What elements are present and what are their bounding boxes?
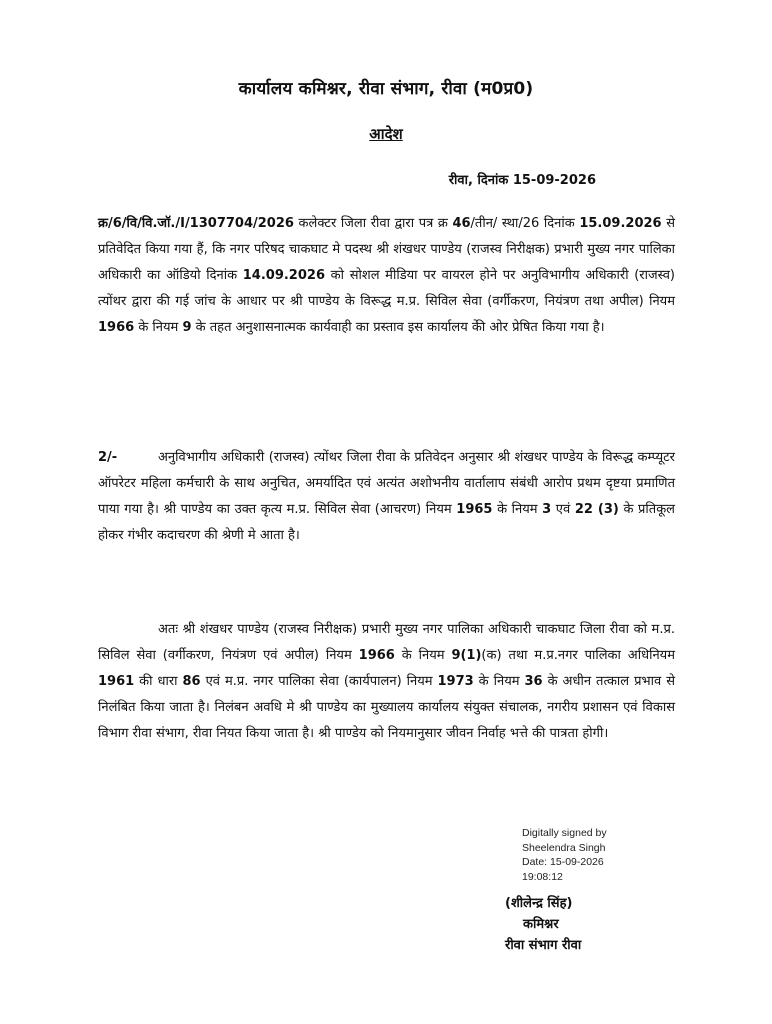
- paragraph-1-text: कलेक्टर जिला रीवा द्वारा पत्र क्र: [293, 216, 453, 231]
- signatory-block: [505, 893, 581, 956]
- paragraph-3-bold: 1973: [437, 674, 474, 689]
- digital-signature-name: Sheelendra Singh: [522, 841, 606, 854]
- paragraph-1-text: /तीन/ स्था/26 दिनांक: [470, 216, 580, 231]
- paragraph-2-bold: 3: [542, 502, 552, 517]
- paragraph-2: [98, 445, 675, 549]
- office-title: कार्यालय कमिश्नर, रीवा संभाग, रीवा (म0प्र0): [238, 79, 534, 99]
- paragraph-3-text: के अधीन तत्काल प्रभाव से निलंबित किया जाता है। निलंबन अवधि मे श्री पाण्डेय का मुख्यालय कार्यालय संयुक्त संचालक, नगरीय प्रशासन एवं विकास विभाग रीवा संभाग, रीवा नियत किया जाता है। श्री पाण्डेय को नियमानुसार जीवन निर्वाह भत्ते की पात्रता होगी।: [98, 674, 675, 741]
- digital-signature-line: Digitally signed by: [522, 827, 607, 839]
- paragraph-3-text: के नियम: [394, 648, 452, 663]
- signatory-name: (शीलेन्द्र सिंह): [505, 896, 573, 911]
- digital-signature-block: [522, 826, 607, 884]
- paragraph-2-text: एवं: [551, 502, 575, 517]
- signatory-division: रीवा संभाग रीवा: [505, 938, 582, 953]
- paragraph-1-text: के तहत अनुशासनात्मक कार्यवाही का प्रस्ताव इस कार्यालय केी ओर प्रेषित किया गया है।: [191, 320, 605, 335]
- signatory-designation: कमिश्नर: [523, 917, 559, 932]
- paragraph-1-text: से प्रतिवेदित किया गया हैं, कि नगर परिषद चाकघाट मे पदस्थ श्री शंखधर पाण्डेय (राजस्व निरीक्षक) प्रभारी मुख्य नगर पालिका अधिकारी का ऑडियो दिनांक: [98, 216, 675, 283]
- paragraph-2-text: अनुविभागीय अधिकारी (राजस्व) त्योंथर जिला रीवा के प्रतिवेदन अनुसार श्री शंखधर पाण्डेय के विरूद्ध कम्प्यूटर ऑपरेटर महिला कर्मचारी के साथ अनुचित, अमर्यादित एवं अत्यंत अशोभनीय वार्तालाप संबंधी आरोप प्रथम दृष्टया प्रमाणित पाया गया है। श्री पाण्डेय का उक्त कृत्य म.प्र. सिविल सेवा (आचरण) नियम: [98, 450, 675, 517]
- paragraph-3-bold: 1966: [358, 648, 395, 663]
- place-date: रीवा, दिनांक 15-09-2026: [448, 173, 596, 188]
- paragraph-3-text: के नियम: [473, 674, 525, 689]
- paragraph-1-bold: 14.09.2026: [242, 268, 325, 283]
- paragraph-1-bold: 46: [452, 216, 471, 231]
- paragraph-2-text: के प्रतिकूल होकर गंभीर कदाचरण की श्रेणी मे आता है।: [98, 502, 675, 543]
- paragraph-2-bold: 22 (3): [574, 502, 619, 517]
- paragraph-2-bold: 1965: [456, 502, 493, 517]
- paragraph-3-bold: 1961: [98, 674, 135, 689]
- paragraph-number: 2/-: [98, 450, 118, 465]
- order-heading: आदेश: [369, 125, 403, 143]
- paragraph-1: [98, 211, 675, 341]
- paragraph-3-bold: 86: [182, 674, 201, 689]
- digital-signature-time: 19:08:12: [522, 870, 563, 883]
- paragraph-3-text: एवं म.प्र. नगर पालिका सेवा (कार्यपालन) नियम: [200, 674, 438, 689]
- digital-signature-date: Date: 15-09-2026: [522, 856, 604, 868]
- paragraph-1-bold: 9: [182, 320, 192, 335]
- paragraph-1-text: को सोशल मीडिया पर वायरल होने पर अनुविभागीय अधिकारी (राजस्व) त्योंथर द्वारा की गई जांच के आधार पर श्री पाण्डेय के विरूद्ध म.प्र. सिविल सेवा (वर्गीकरण, नियंत्रण तथा अपील) नियम: [98, 268, 675, 309]
- reference-number: क्र/6/वि/वि.जॉ./I/1307704/2026: [98, 216, 294, 231]
- paragraph-3-bold: 9(1): [451, 648, 482, 663]
- paragraph-2-text: के नियम: [492, 502, 543, 517]
- paragraph-1-bold: 1966: [98, 320, 135, 335]
- paragraph-3-text: अतः श्री शंखधर पाण्डेय (राजस्व निरीक्षक) प्रभारी मुख्य नगर पालिका अधिकारी चाकघाट जिला रीवा को म.प्र. सिविल सेवा (वर्गीकरण, नियंत्रण एवं अपील) नियम: [98, 622, 675, 663]
- paragraph-3-text: (क) तथा म.प्र.नगर पालिका अधिनियम: [481, 648, 675, 663]
- paragraph-3-bold: 36: [524, 674, 543, 689]
- paragraph-1-text: के नियम: [134, 320, 183, 335]
- paragraph-3: [98, 617, 675, 747]
- paragraph-1-bold: 15.09.2026: [579, 216, 662, 231]
- paragraph-3-text: की धारा: [134, 674, 183, 689]
